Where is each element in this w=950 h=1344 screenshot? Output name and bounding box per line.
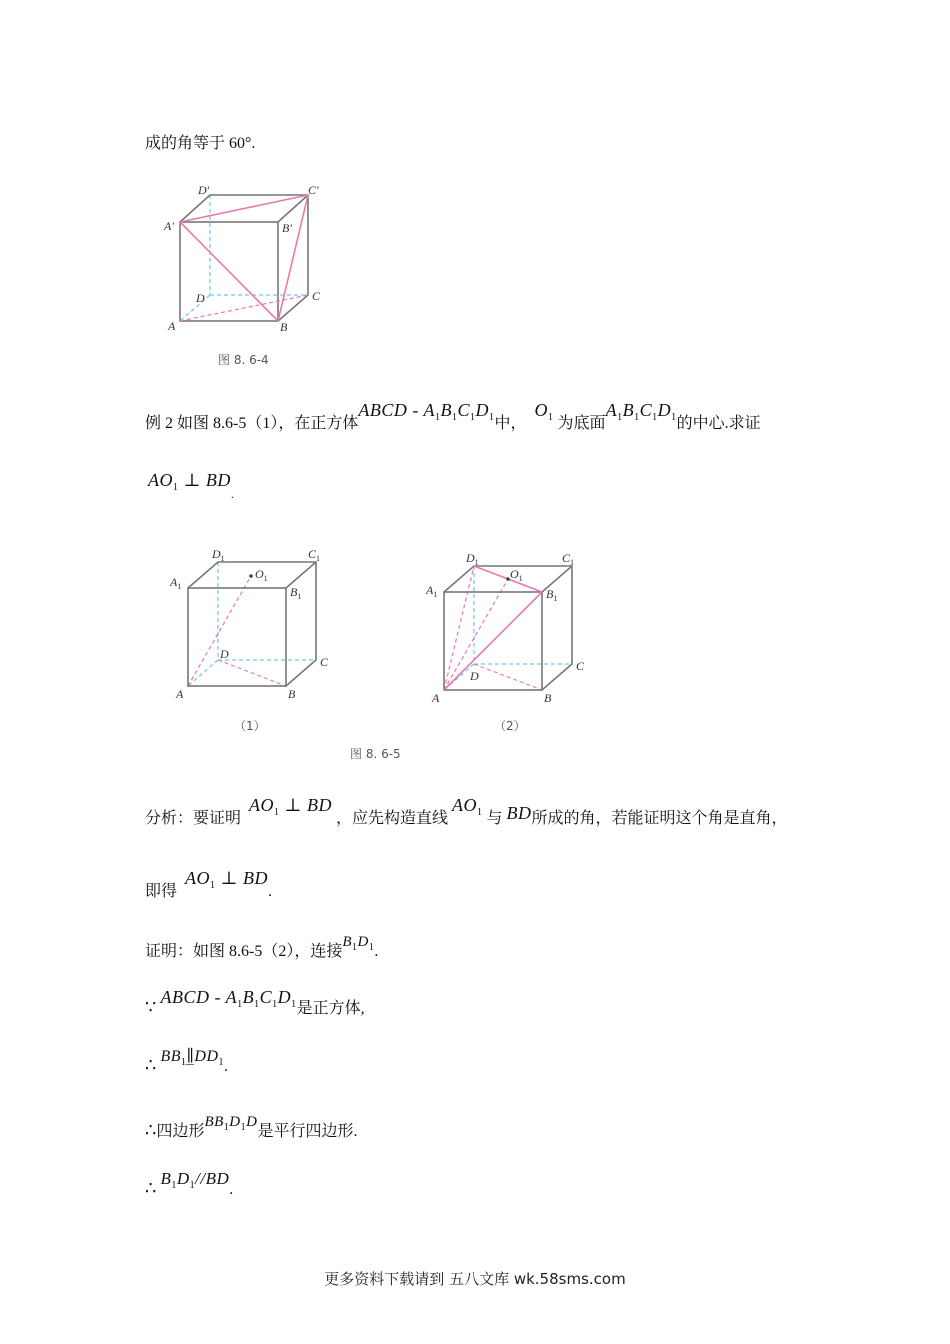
svg-text:D: D xyxy=(220,647,229,661)
therefore-parallel-line: ∴ $BB_1\parallel̲DD_1$. xyxy=(145,1048,228,1076)
analysis-line: 分析：要证明 $AO_1$ ⊥ BD ，应先构造直线 $AO_1$ 与 BD所成的角，若能证明这个角是直角， xyxy=(145,795,788,827)
subcaption-2: （2） xyxy=(494,719,526,733)
therefore-symbol: ∴ xyxy=(145,1120,157,1141)
ex2-text-d: 的中心.求证 xyxy=(676,415,761,432)
math-b1d1-parallel-bd: $B_1D_1//BD$ xyxy=(160,1169,230,1191)
svg-text:B: B xyxy=(288,687,296,701)
math-bd: BD xyxy=(506,803,532,823)
svg-text:A: A xyxy=(432,691,440,705)
label-d: D xyxy=(196,291,205,305)
math-face: $A_1B_1C_1D_1$ xyxy=(605,400,677,423)
therefore-symbol: ∴ xyxy=(145,1178,157,1199)
math-bb1-parallel-equal-dd1: $BB_1\parallel̲DD_1$ xyxy=(160,1048,224,1068)
ex2-text-c: 为底面 xyxy=(557,415,606,432)
svg-text:C1: $C_1$ xyxy=(308,547,321,563)
label-b: B xyxy=(280,320,288,334)
svg-text:D: D xyxy=(470,669,479,683)
because-line: ∵ ABCD - $A_1B_1C_1D_1$是正方体, xyxy=(145,987,365,1018)
label-b-prime: B′ xyxy=(282,221,292,235)
math-ao1-perp-bd: $AO_1$ ⊥ BD xyxy=(249,795,332,818)
prove-statement: $AO_1$ ⊥ $BD_.$ xyxy=(148,470,234,501)
cube-2 xyxy=(425,551,585,733)
math-ao1: $AO_1$ xyxy=(451,795,483,818)
math-cube-name: ABCD - $A_1B_1C_1D_1$ xyxy=(160,987,297,1010)
svg-text:B: B xyxy=(544,691,552,705)
conclusion-line: 即得 $AO_1$ ⊥ BD. xyxy=(145,868,272,900)
svg-text:D1: $D_1$ xyxy=(212,547,225,563)
label-a-prime: A′ xyxy=(164,219,174,233)
figure-8-6-4 xyxy=(160,180,360,375)
svg-text:D1: $D_1$ xyxy=(466,551,479,567)
subcaption-1: （1） xyxy=(234,719,266,733)
footer-text: 更多资料下载请到 五八文库 wk.58sms.com xyxy=(324,1270,626,1288)
therefore-b1d1-bd-line: ∴ $B_1D_1//BD$. xyxy=(145,1169,234,1199)
therefore-symbol: ∴ xyxy=(145,1055,157,1076)
svg-text:A1: $A_1$ xyxy=(426,583,438,599)
svg-text:B1: $B_1$ xyxy=(290,585,302,601)
svg-text:A1: $A_1$ xyxy=(170,575,182,591)
label-a: A xyxy=(168,319,176,333)
figure-8-6-5 xyxy=(160,540,600,765)
cube-1 xyxy=(169,547,329,733)
label-d-prime: D′ xyxy=(198,183,210,197)
label-c-prime: C′ xyxy=(308,183,319,197)
ex2-text-a: 例 2 如图 8.6-5（1），在正方体 xyxy=(145,415,359,432)
svg-text:C: C xyxy=(576,659,585,673)
math-ao1-perp-bd: $AO_1$ ⊥ BD xyxy=(185,868,268,891)
text-line-angle: 成的角等于 60°. xyxy=(145,135,256,152)
math-ao1-perp-bd: $AO_1$ ⊥ BD xyxy=(148,470,231,493)
svg-text:B1: $B_1$ xyxy=(546,587,558,603)
figure-caption: 图 8. 6-4 xyxy=(218,353,269,367)
figure-caption: 图 8. 6-5 xyxy=(350,747,401,761)
math-b1d1: $B_1D_1$ xyxy=(342,934,375,953)
svg-text:C1: $C_1$ xyxy=(562,551,575,567)
math-cube-name: ABCD - $A_1B_1C_1D_1$ xyxy=(358,400,495,423)
label-c: C xyxy=(312,289,321,303)
svg-text:C: C xyxy=(320,655,329,669)
svg-text:O1: $O_1$ xyxy=(510,567,523,583)
ex2-text-b: 中， xyxy=(494,415,527,432)
svg-text:A: A xyxy=(176,687,184,701)
because-symbol: ∵ xyxy=(145,997,157,1018)
quadrilateral-line: ∴四边形$BB_1D_1D$是平行四边形. xyxy=(145,1114,358,1141)
example-2-line xyxy=(145,400,761,435)
math-o1: $O_1$ xyxy=(534,400,554,423)
proof-line: 证明：如图 8.6-5（2），连接$B_1D_1$. xyxy=(145,934,379,960)
math-bb1d1d: $BB_1D_1D$ xyxy=(204,1114,258,1133)
svg-text:O1: $O_1$ xyxy=(255,567,268,583)
